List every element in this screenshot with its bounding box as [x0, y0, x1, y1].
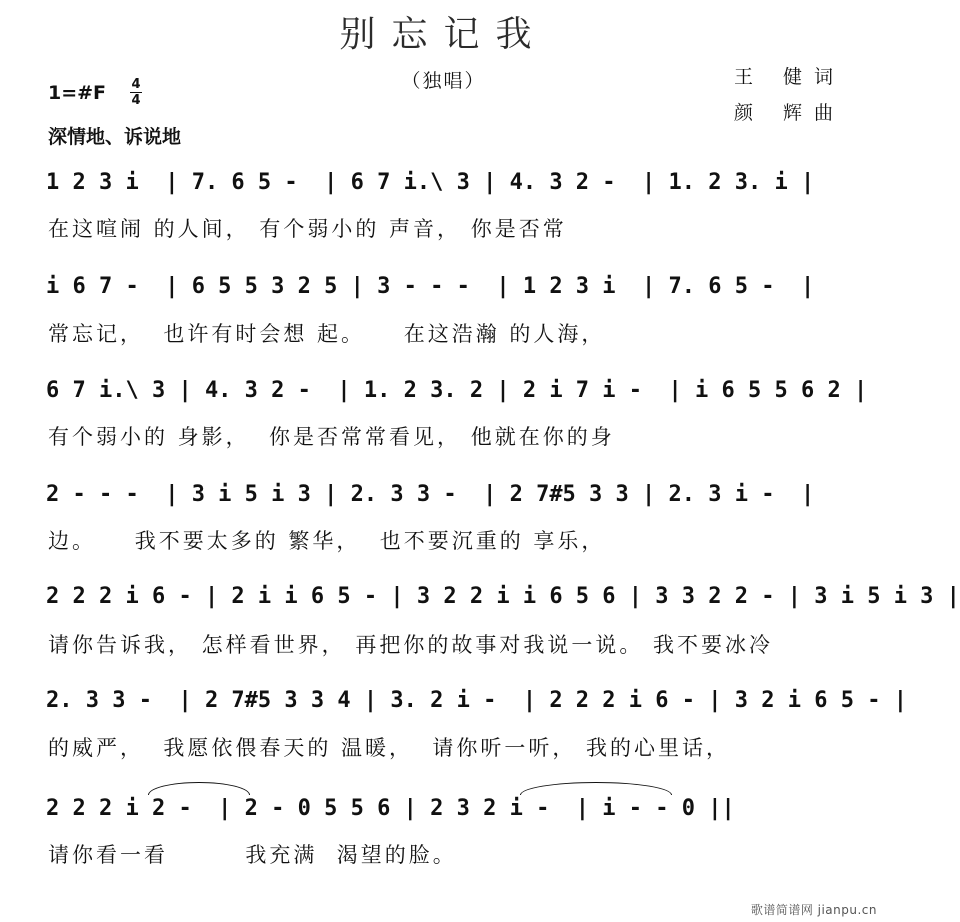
tempo-marking: 深情地、诉说地 [48, 126, 182, 148]
lyric-line-5: 请你告诉我， 怎样看世界， 再把你的故事对我说一说。 我不要冰冷 [48, 633, 774, 657]
time-signature-top: 4 [131, 77, 141, 92]
notation-line-2: i 6 7 - | 6 5 5 3 2 5 | 3 - - - | 1 2 3 i | 7. 6 5 - | [46, 274, 815, 299]
notation-line-4: 2 - - - | 3 i 5 i 3 | 2. 3 3 - | 2 7#5 3 3 | 2. 3 i - | [46, 482, 815, 507]
lyricist-credit: 王 健词 [733, 66, 845, 88]
lyric-line-1: 在这喧闹 的人间， 有个弱小的 声音， 你是否常 [48, 217, 567, 241]
lyric-line-4: 边。 我不要太多的 繁华， 也不要沉重的 享乐， [48, 529, 606, 553]
notation-line-6: 2. 3 3 - | 2 7#5 3 3 4 | 3. 2 i - | 2 2 2 i 6 - | 3 2 i 6 5 - | [46, 688, 907, 713]
lyric-line-3: 有个弱小的 身影， 你是否常常看见， 他就在你的身 [48, 425, 615, 449]
time-signature [130, 78, 142, 107]
lyric-line-7: 请你看一看 我充满 渴望的脸。 [48, 843, 457, 867]
notation-line-7: 2 2 2 i 2 - | 2 - 0 5 5 6 | 2 3 2 i - | i - - 0 || [46, 796, 735, 821]
lyric-line-2: 常忘记， 也许有时会想 起。 在这浩瀚 的人海， [48, 322, 606, 346]
song-title: 别忘记我 [339, 14, 548, 55]
lyric-line-6: 的威严， 我愿依偎春天的 温暖， 请你听一听， 我的心里话， [48, 736, 731, 760]
composer-credit: 颜 辉曲 [733, 102, 845, 124]
notation-line-5: 2 2 2 i 6 - | 2 i i 6 5 - | 3 2 2 i i 6 5 6 | 3 3 2 2 - | 3 i 5 i 3 | [46, 584, 960, 609]
notation-line-3: 6 7 i.\ 3 | 4. 3 2 - | 1. 2 3. 2 | 2 i 7 i - | i 6 5 5 6 2 | [46, 378, 868, 403]
time-signature-bottom: 4 [131, 93, 141, 108]
performance-type: （独唱） [401, 70, 486, 92]
site-watermark: 歌谱简谱网 jianpu.cn [750, 903, 877, 917]
key-signature: 1=#F [48, 82, 107, 104]
notation-line-1: 1 2 3 i | 7. 6 5 - | 6 7 i.\ 3 | 4. 3 2 - | 1. 2 3. i | [46, 170, 815, 195]
